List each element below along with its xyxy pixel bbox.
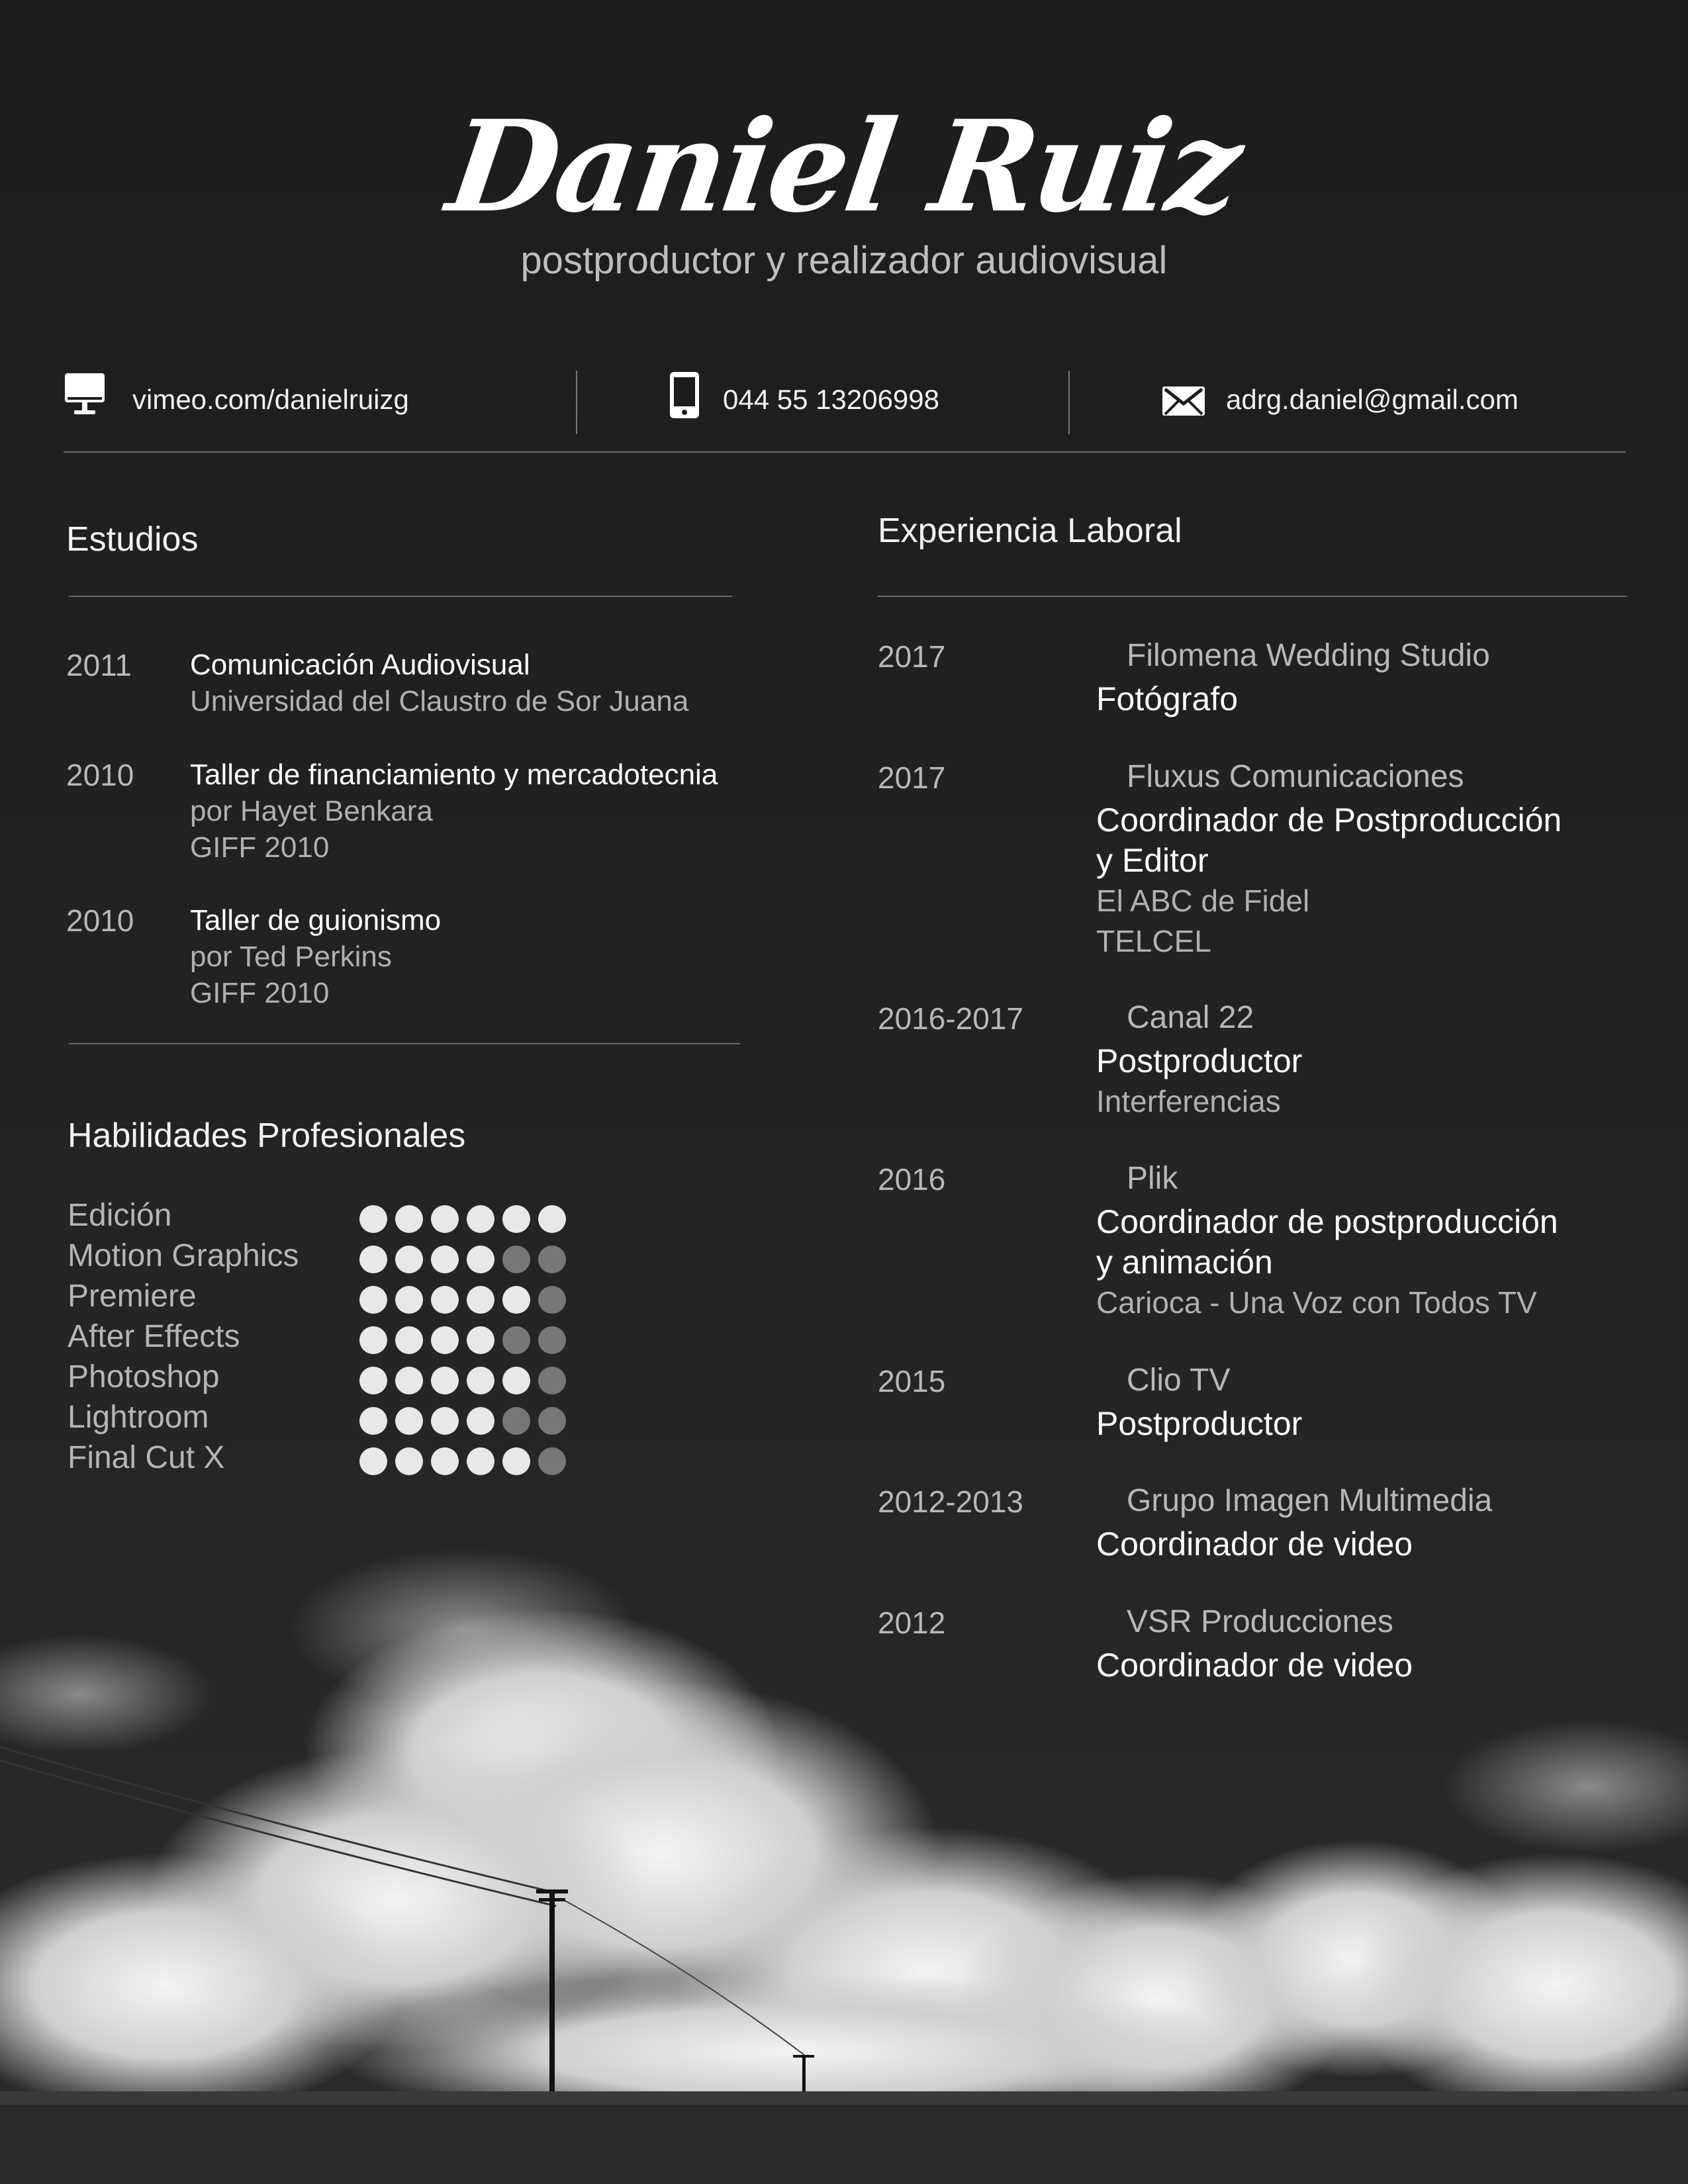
rating-dot-filled: [467, 1367, 494, 1394]
rating-dot-filled: [431, 1447, 459, 1475]
experience-year: 2017: [878, 760, 946, 795]
rating-dot-filled: [502, 1367, 530, 1394]
experience-role: Postproductor: [1096, 1405, 1303, 1442]
experience-company: Fluxus Comunicaciones: [1127, 759, 1464, 794]
experience-project: Interferencias: [1096, 1084, 1281, 1118]
rating-dot-filled: [359, 1326, 387, 1354]
rating-dot-filled: [359, 1447, 387, 1475]
education-detail: por Hayet Benkara: [190, 795, 433, 827]
experience-project: TELCEL: [1096, 924, 1211, 958]
rating-dot-empty: [502, 1407, 530, 1435]
rating-dot-filled: [359, 1407, 387, 1435]
rating-dot-filled: [502, 1205, 530, 1233]
rating-dot-filled: [395, 1286, 423, 1314]
contact-divider: [1068, 371, 1070, 434]
experience-company: Canal 22: [1127, 1000, 1254, 1035]
experience-title: Experiencia Laboral: [878, 512, 1182, 550]
rating-dot-filled: [395, 1447, 423, 1475]
rating-dot-filled: [467, 1246, 494, 1273]
rating-dot-filled: [431, 1367, 459, 1394]
experience-role: Coordinador de Postproducción: [1096, 801, 1562, 839]
candidate-subtitle: postproductor y realizador audiovisual: [520, 239, 1168, 282]
rating-dot-empty: [538, 1447, 566, 1475]
website-link[interactable]: vimeo.com/danielruizg: [132, 384, 409, 415]
education-title-item: Comunicación Audiovisual: [190, 649, 530, 681]
experience-company: VSR Producciones: [1127, 1604, 1393, 1639]
experience-company: Filomena Wedding Studio: [1127, 638, 1490, 673]
rating-dot-empty: [538, 1407, 566, 1435]
skill-name: Final Cut X: [68, 1440, 225, 1475]
contact-bar: [64, 371, 1626, 450]
email-link[interactable]: adrg.daniel@gmail.com: [1226, 384, 1519, 415]
experience-company: Grupo Imagen Multimedia: [1127, 1483, 1493, 1518]
education-title-item: Taller de guionismo: [190, 904, 442, 936]
experience-role: y Editor: [1096, 842, 1209, 879]
rating-dot-empty: [538, 1367, 566, 1394]
experience-year: 2015: [878, 1364, 946, 1398]
rating-dot-filled: [395, 1367, 423, 1394]
rating-dot-empty: [538, 1246, 566, 1273]
rating-dot-filled: [467, 1205, 494, 1233]
candidate-name: Daniel Ruiz: [440, 93, 1248, 240]
rating-dot-filled: [431, 1407, 459, 1435]
experience-year: 2012-2013: [878, 1484, 1023, 1519]
education-end-separator: [69, 1043, 740, 1044]
education-detail: GIFF 2010: [190, 977, 330, 1009]
rating-dot-filled: [502, 1447, 530, 1475]
rating-dot-filled: [431, 1326, 459, 1354]
rating-dot-filled: [431, 1246, 459, 1273]
education-year: 2010: [66, 903, 134, 938]
skills-title: Habilidades Profesionales: [68, 1116, 466, 1155]
experience-project: El ABC de Fidel: [1096, 884, 1310, 918]
rating-dot-filled: [359, 1205, 387, 1233]
experience-separator: [878, 596, 1627, 597]
contact-divider: [576, 371, 577, 434]
experience-year: 2016-2017: [878, 1001, 1023, 1036]
education-year: 2010: [66, 758, 134, 792]
rating-dot-empty: [502, 1326, 530, 1354]
skill-rating: [359, 1407, 566, 1435]
skill-rating: [359, 1326, 566, 1354]
rating-dot-empty: [538, 1326, 566, 1354]
skill-name: Edición: [68, 1198, 172, 1233]
rating-dot-filled: [359, 1286, 387, 1314]
education-title: Estudios: [66, 520, 199, 559]
experience-project: Carioca - Una Voz con Todos TV: [1096, 1285, 1537, 1320]
rating-dot-empty: [538, 1286, 566, 1314]
skill-rating: [359, 1205, 566, 1233]
rating-dot-filled: [395, 1205, 423, 1233]
experience-role: Coordinador de video: [1096, 1647, 1413, 1684]
experience-role: Postproductor: [1096, 1042, 1303, 1079]
contact-separator: [64, 451, 1626, 453]
phone-icon: [669, 371, 700, 420]
skill-name: Motion Graphics: [68, 1238, 299, 1273]
experience-role: Coordinador de postproducción: [1096, 1203, 1558, 1240]
rating-dot-filled: [467, 1447, 494, 1475]
rating-dot-filled: [431, 1286, 459, 1314]
experience-year: 2012: [878, 1606, 946, 1640]
rating-dot-filled: [467, 1326, 494, 1354]
monitor-icon: [64, 372, 106, 417]
education-detail: Universidad del Claustro de Sor Juana: [190, 685, 689, 717]
rating-dot-filled: [467, 1286, 494, 1314]
rating-dot-filled: [467, 1407, 494, 1435]
experience-role: Coordinador de video: [1096, 1525, 1413, 1563]
skill-rating: [359, 1286, 566, 1314]
skill-name: After Effects: [68, 1319, 240, 1354]
education-detail: GIFF 2010: [190, 831, 330, 864]
skill-rating: [359, 1367, 566, 1394]
skill-name: Photoshop: [68, 1359, 220, 1394]
experience-role: y animación: [1096, 1244, 1273, 1281]
education-year: 2011: [66, 648, 132, 682]
skill-rating: [359, 1447, 566, 1475]
rating-dot-filled: [359, 1246, 387, 1273]
skill-name: Premiere: [68, 1279, 197, 1314]
experience-role: Fotógrafo: [1096, 680, 1239, 717]
skill-rating: [359, 1246, 566, 1273]
education-title-item: Taller de financiamiento y mercadotecnia: [190, 758, 718, 791]
skill-name: Lightroom: [68, 1400, 209, 1435]
experience-year: 2016: [878, 1162, 946, 1197]
experience-year: 2017: [878, 639, 946, 674]
envelope-icon: [1161, 385, 1206, 417]
experience-company: Clio TV: [1127, 1363, 1231, 1398]
rating-dot-filled: [395, 1326, 423, 1354]
rating-dot-filled: [502, 1286, 530, 1314]
rating-dot-filled: [359, 1367, 387, 1394]
experience-company: Plik: [1127, 1161, 1178, 1196]
rating-dot-filled: [538, 1205, 566, 1233]
education-separator: [69, 596, 732, 597]
rating-dot-filled: [431, 1205, 459, 1233]
rating-dot-empty: [502, 1246, 530, 1273]
education-detail: por Ted Perkins: [190, 940, 392, 973]
phone-number[interactable]: 044 55 13206998: [723, 384, 939, 415]
rating-dot-filled: [395, 1246, 423, 1273]
rating-dot-filled: [395, 1407, 423, 1435]
